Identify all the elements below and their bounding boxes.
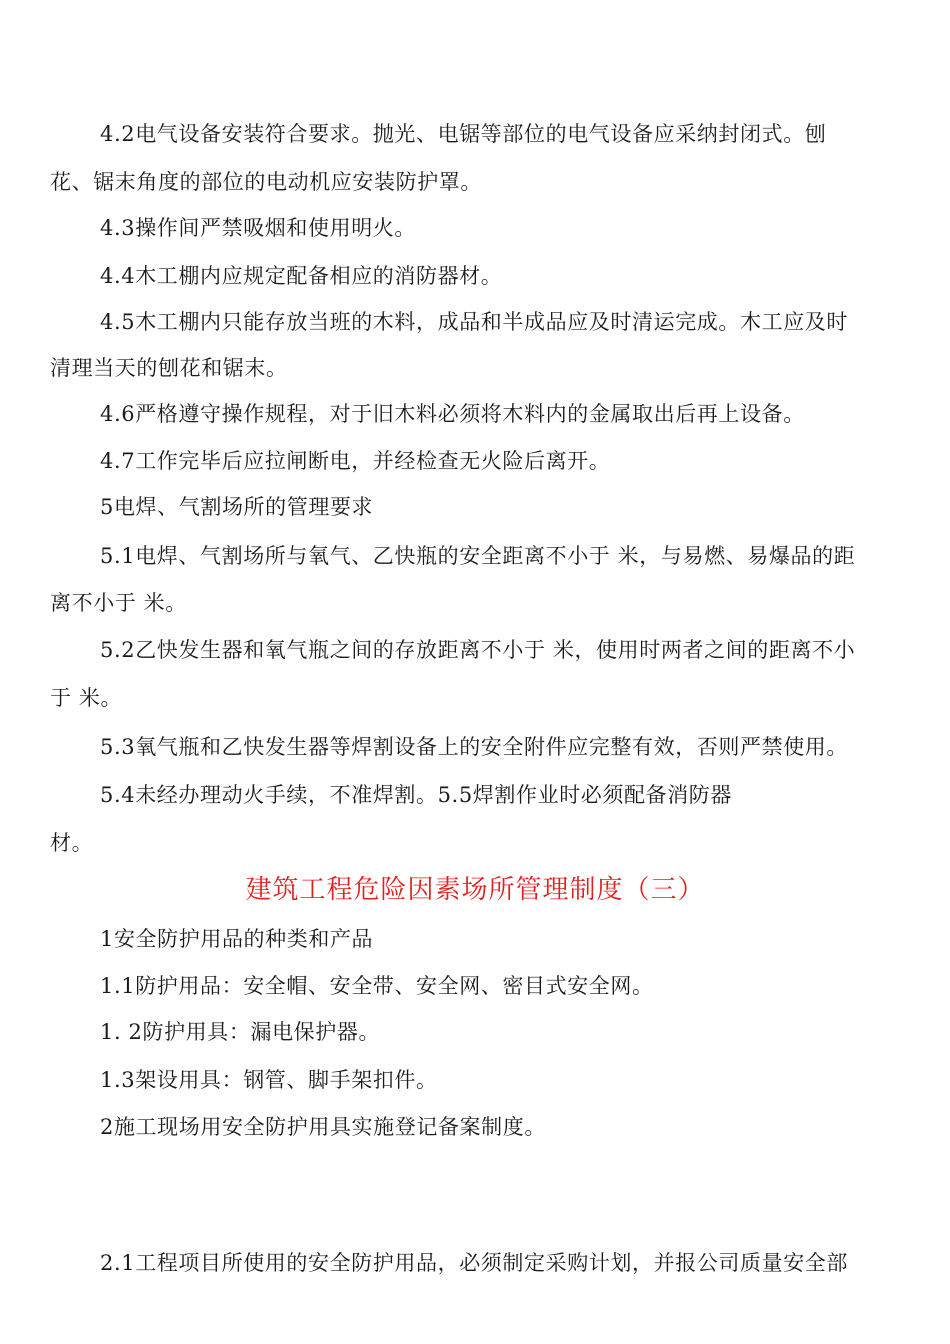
- heading-section-5: 5电焊、气割场所的管理要求: [100, 495, 374, 519]
- paragraph-5-3: 5.3氧气瓶和乙快发生器等焊割设备上的安全附件应完整有效，否则严禁使用。: [100, 735, 848, 759]
- paragraph-5-2-line-1: 5.2乙快发生器和氧气瓶之间的存放距离不小于 米，使用时两者之间的距离不小: [100, 638, 856, 662]
- paragraph-4-2-line-2: 花、锯末角度的部位的电动机应安装防护罩。: [50, 170, 482, 194]
- paragraph-5-1-line-2: 离不小于 米。: [50, 591, 187, 615]
- paragraph-4-7: 4.7工作完毕后应拉闸断电，并经检查无火险后离开。: [100, 449, 611, 473]
- paragraph-1-2: 1. 2防护用具：漏电保护器。: [100, 1020, 381, 1044]
- paragraph-4-5-line-1: 4.5木工棚内只能存放当班的木料，成品和半成品应及时清运完成。木工应及时: [100, 310, 848, 334]
- heading-section-1: 1安全防护用品的种类和产品: [100, 927, 374, 951]
- paragraph-5-4-line-1: 5.4未经办理动火手续，不准焊割。5.5焊割作业时必须配备消防器: [100, 783, 732, 807]
- paragraph-5-1-line-1: 5.1电焊、气割场所与氧气、乙快瓶的安全距离不小于 米，与易燃、易爆品的距: [100, 544, 856, 568]
- paragraph-4-4: 4.4木工棚内应规定配备相应的消防器材。: [100, 264, 503, 288]
- section-title: 建筑工程危险因素场所管理制度（三）: [245, 875, 705, 905]
- paragraph-4-5-line-2: 清理当天的刨花和锯末。: [50, 356, 288, 380]
- paragraph-5-2-line-2: 于 米。: [50, 686, 123, 710]
- paragraph-1-3: 1.3架设用具：钢管、脚手架扣件。: [100, 1068, 438, 1092]
- paragraph-4-2-line-1: 4.2电气设备安装符合要求。抛光、电锯等部位的电气设备应采纳封闭式。刨: [100, 122, 827, 146]
- paragraph-4-6: 4.6严格遵守操作规程，对于旧木料必须将木料内的金属取出后再上设备。: [100, 402, 805, 426]
- paragraph-5-4-line-2: 材。: [50, 831, 94, 855]
- paragraph-2-1: 2.1工程项目所使用的安全防护用品，必须制定采购计划，并报公司质量安全部: [100, 1251, 848, 1275]
- paragraph-4-3: 4.3操作间严禁吸烟和使用明火。: [100, 216, 416, 240]
- heading-section-2: 2施工现场用安全防护用具实施登记备案制度。: [100, 1115, 546, 1139]
- paragraph-1-1: 1.1防护用品：安全帽、安全带、安全网、密目式安全网。: [100, 974, 654, 998]
